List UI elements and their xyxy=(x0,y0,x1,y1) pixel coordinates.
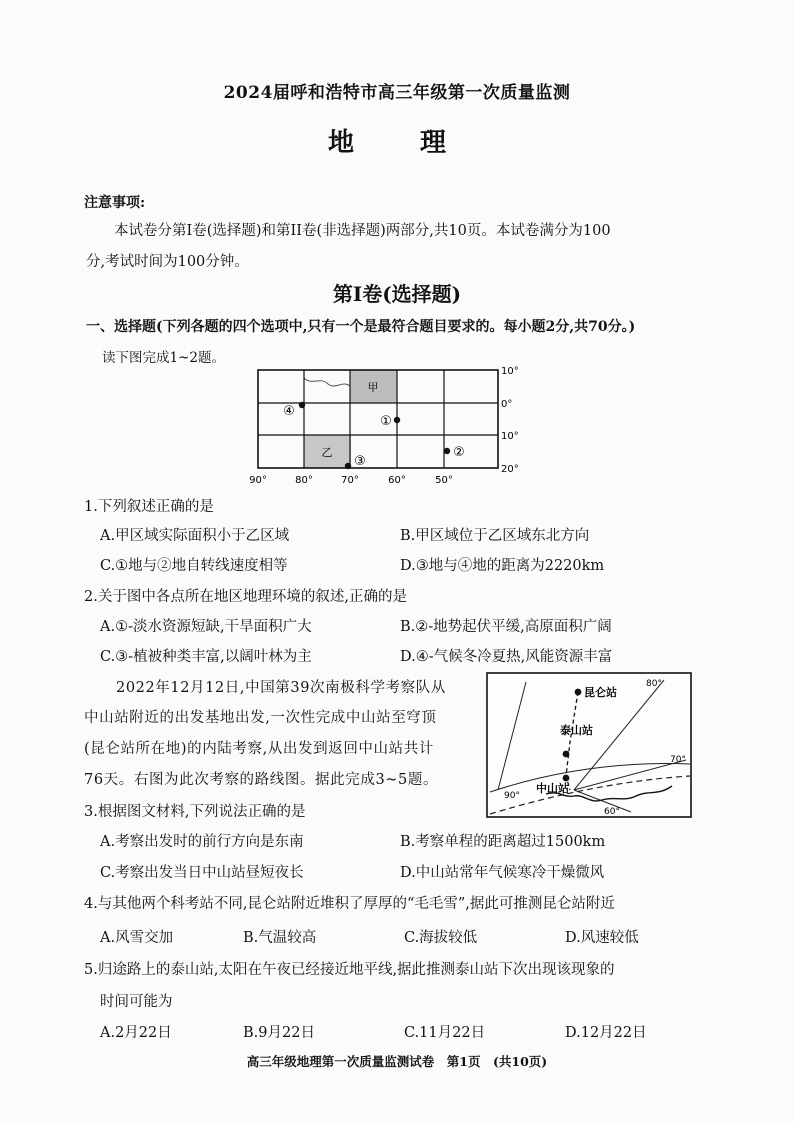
lat-label: 0° xyxy=(501,399,513,410)
coastline xyxy=(304,378,350,386)
lon-label: 80° xyxy=(295,475,313,486)
question-2-option-b: B.②-地势起伏平缓,高原面积广阔 xyxy=(400,619,612,635)
question-3-option-a: A.考察出发时的前行方向是东南 xyxy=(100,834,304,850)
point-2-marker xyxy=(444,448,450,454)
passage-line-4: 76天。右图为此次考察的路线图。据此完成3~5题。 xyxy=(84,772,439,788)
zhongshan-station-label: 中山站 xyxy=(536,782,569,795)
map2-lon-label: 90° xyxy=(504,791,520,801)
lon-label: 60° xyxy=(388,475,406,486)
question-1-stem: 1.下列叙述正确的是 xyxy=(84,499,214,515)
lat-label: 10° xyxy=(501,366,519,377)
point-4-marker xyxy=(299,402,305,408)
kunlun-station-marker xyxy=(575,689,582,696)
point-1-label: ① xyxy=(380,414,392,429)
question-2-stem: 2.关于图中各点所在地区地理环境的叙述,正确的是 xyxy=(84,589,407,605)
part-heading: 一、选择题(下列各题的四个选项中,只有一个是最符合题目要求的。每小题2分,共70分。) xyxy=(86,319,636,335)
intro-1-2: 读下图完成1~2题。 xyxy=(102,350,225,366)
question-2-option-d: D.④-气候冬冷夏热,风能资源丰富 xyxy=(400,649,613,665)
region-jia-label: 甲 xyxy=(367,381,379,394)
lon-label: 50° xyxy=(435,475,453,486)
point-1-marker xyxy=(394,417,400,423)
grid-map xyxy=(244,362,534,488)
zhongshan-station-marker xyxy=(563,775,570,782)
question-4-option-c: C.海拔较低 xyxy=(404,930,478,946)
question-1-option-d: D.③地与④地的距离为2220km xyxy=(400,558,605,574)
kunlun-station-label: 昆仑站 xyxy=(584,686,617,699)
question-1-option-a: A.甲区域实际面积小于乙区域 xyxy=(100,528,290,544)
question-4-stem: 4.与其他两个科考站不同,昆仑站附近堆积了厚厚的“毛毛雪”,据此可推测昆仑站附近 xyxy=(84,896,615,912)
question-3-option-b: B.考察单程的距离超过1500km xyxy=(400,834,606,850)
passage-line-3: (昆仑站所在地)的内陆考察,从出发到返回中山站共计 xyxy=(84,741,434,757)
lon-label: 70° xyxy=(341,475,359,486)
notice-line-1: 本试卷分第I卷(选择题)和第II卷(非选择题)两部分,共10页。本试卷满分为100 xyxy=(114,223,611,239)
passage-line-2: 中山站附近的出发基地出发,一次性完成中山站至穹顶 xyxy=(84,710,437,726)
question-3-option-d: D.中山站常年气候寒冷干燥微风 xyxy=(400,865,605,881)
point-3-label: ③ xyxy=(354,454,366,469)
notice-heading: 注意事项: xyxy=(84,195,146,211)
question-4-option-d: D.风速较低 xyxy=(565,930,639,946)
question-2-option-c: C.③-植被种类丰富,以阔叶林为主 xyxy=(100,649,312,665)
page-footer: 高三年级地理第一次质量监测试卷 第1页 (共10页) xyxy=(246,1054,548,1069)
question-5-option-b: B.9月22日 xyxy=(243,1025,315,1041)
notice-line-2: 分,考试时间为100分钟。 xyxy=(86,254,249,270)
point-4-label: ④ xyxy=(283,404,295,419)
section-title: 第I卷(选择题) xyxy=(332,282,462,306)
question-5-option-c: C.11月22日 xyxy=(404,1025,486,1041)
taishan-station-label: 泰山站 xyxy=(560,724,593,737)
map2-lon-label: 60° xyxy=(604,807,620,817)
question-5-stem-line-2: 时间可能为 xyxy=(100,994,173,1010)
question-4-option-b: B.气温较高 xyxy=(243,930,317,946)
lat-label: 10° xyxy=(501,431,519,442)
exam-title: 2024届呼和浩特市高三年级第一次质量监测 xyxy=(223,83,571,103)
lon-label: 90° xyxy=(249,475,267,486)
question-2-option-a: A.①-淡水资源短缺,干旱面积广大 xyxy=(100,619,312,635)
question-3-stem: 3.根据图文材料,下列说法正确的是 xyxy=(84,804,306,820)
question-3-option-c: C.考察出发当日中山站昼短夜长 xyxy=(100,865,304,881)
question-4-option-a: A.风雪交加 xyxy=(100,930,174,946)
point-2-label: ② xyxy=(453,445,465,460)
point-3-marker xyxy=(345,463,351,469)
question-5-stem-line-1: 5.归途路上的泰山站,太阳在午夜已经接近地平线,据此推测泰山站下次出现该现象的 xyxy=(84,962,615,978)
antarctic-route-map xyxy=(486,672,692,818)
question-5-option-a: A.2月22日 xyxy=(100,1025,172,1041)
subject-title: 地 理 xyxy=(327,128,466,158)
taishan-station-marker xyxy=(563,751,570,758)
map2-lon-label: 70° xyxy=(670,755,686,765)
question-5-option-d: D.12月22日 xyxy=(565,1025,647,1041)
passage-line-1: 2022年12月12日,中国第39次南极科学考察队从 xyxy=(116,680,446,696)
question-1-option-b: B.甲区域位于乙区域东北方向 xyxy=(400,528,590,544)
question-1-option-c: C.①地与②地自转线速度相等 xyxy=(100,558,288,574)
region-yi-label: 乙 xyxy=(321,446,333,459)
map2-lon-label: 80° xyxy=(646,679,662,689)
lat-label: 20° xyxy=(501,464,519,475)
